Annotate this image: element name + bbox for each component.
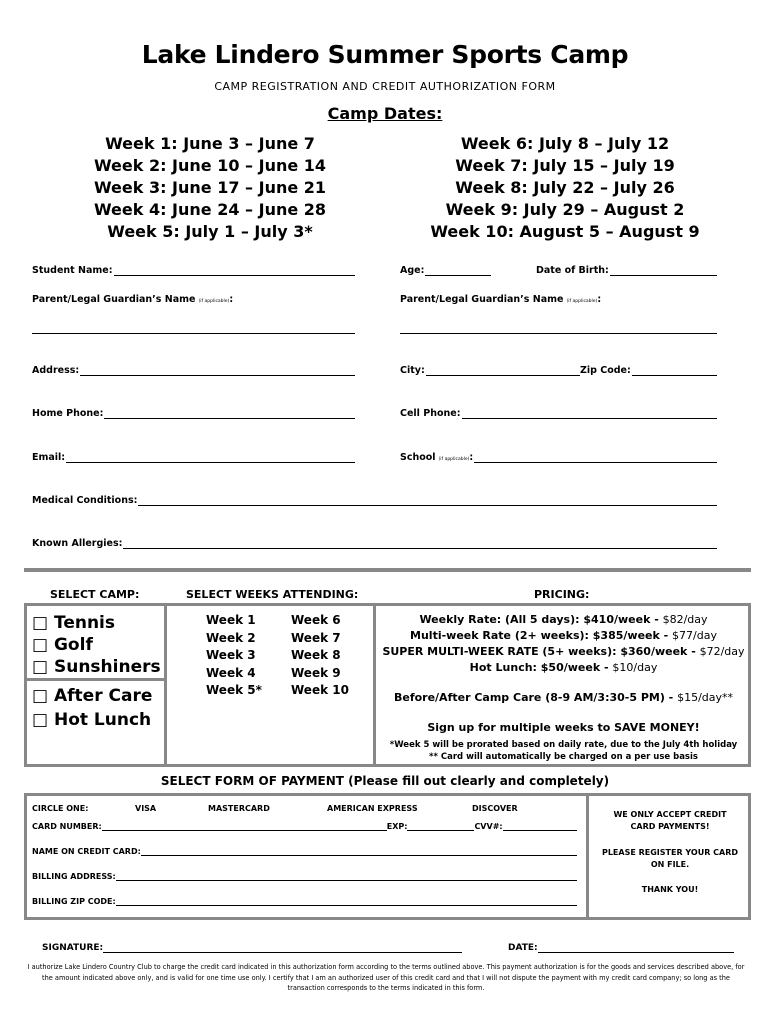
if-applicable-note: (if applicable)	[438, 457, 470, 462]
extra-options	[32, 684, 152, 732]
guardian-line-left[interactable]	[32, 333, 355, 334]
card-type-amex[interactable]: AMERICAN EXPRESS	[327, 804, 418, 813]
zip-label: Zip Code:	[580, 365, 631, 376]
form-subtitle: CAMP REGISTRATION AND CREDIT AUTHORIZATION FORM	[214, 80, 556, 93]
card-number-label: CARD NUMBER:	[32, 822, 102, 831]
school-label: School	[400, 452, 436, 463]
week-option[interactable]: Week 6	[291, 613, 341, 627]
form-title: Lake Lindero Summer Sports Camp	[141, 40, 629, 69]
week-option[interactable]: Week 4	[206, 665, 256, 680]
week-option[interactable]: Week 7	[291, 630, 341, 645]
cvv-label: CVV#:	[474, 822, 503, 831]
student-name-label: Student Name:	[32, 265, 113, 276]
billing-address-row	[32, 872, 577, 881]
signature-row	[42, 943, 462, 953]
week-date: Week 7: July 15 – July 19	[455, 156, 675, 175]
card-type-visa[interactable]: VISA	[135, 804, 157, 813]
camp-options	[32, 612, 161, 678]
billing-zip-line[interactable]	[116, 897, 577, 906]
card-number-line[interactable]	[102, 822, 387, 831]
email-line[interactable]	[66, 452, 355, 463]
hot-lunch-checkbox[interactable]: □ Hot Lunch	[32, 710, 152, 730]
colon: :	[597, 294, 602, 305]
card-type-discover[interactable]: DISCOVER	[472, 804, 518, 813]
guardian-line-right[interactable]	[400, 333, 717, 334]
week-date: Week 3: June 17 – June 21	[93, 178, 327, 197]
if-applicable-note: (if applicable)	[198, 299, 230, 304]
card-number-row	[32, 822, 577, 831]
exp-label: EXP:	[386, 822, 408, 831]
dob-field[interactable]	[536, 265, 717, 276]
cell-phone-field[interactable]	[400, 408, 717, 419]
age-field[interactable]	[400, 265, 491, 276]
super-multi-week-rate: SUPER MULTI-WEEK RATE (5+ weeks): $360/week - $72/day	[382, 645, 745, 658]
week-date: Week 9: July 29 – August 2	[445, 200, 685, 219]
card-type-mastercard[interactable]: MASTERCARD	[208, 804, 270, 813]
guardian-label-left	[32, 294, 233, 305]
weekly-rate: Weekly Rate: (All 5 days): $410/week - $82/day	[419, 613, 708, 626]
allergies-line[interactable]	[123, 538, 717, 549]
date-label: DATE:	[508, 943, 538, 953]
school-line[interactable]	[474, 452, 717, 463]
week-date: Week 5: July 1 – July 3*	[107, 222, 313, 241]
guardian-label-right	[400, 294, 601, 305]
hot-lunch-rate: Hot Lunch: $50/week - $10/day	[469, 661, 658, 674]
week-option[interactable]: Week 1	[206, 613, 256, 627]
student-name-field[interactable]	[32, 265, 355, 276]
date-line[interactable]	[538, 943, 734, 953]
signature-label: SIGNATURE:	[42, 943, 104, 953]
section-divider	[24, 568, 751, 572]
billing-zip-row	[32, 897, 577, 906]
name-on-card-label: NAME ON CREDIT CARD:	[32, 847, 141, 856]
week-option[interactable]: Week 9	[291, 665, 341, 680]
zip-field[interactable]	[580, 365, 717, 376]
week-date: Week 6: July 8 – July 12	[460, 134, 670, 153]
thank-you-note: THANK YOU!	[641, 885, 699, 894]
city-field[interactable]	[400, 365, 580, 376]
home-phone-label: Home Phone:	[32, 408, 104, 419]
name-on-card-row	[32, 847, 577, 856]
week-date: Week 4: June 24 – June 28	[93, 200, 327, 219]
week-date: Week 8: July 22 – July 26	[455, 178, 675, 197]
select-camp-heading: SELECT CAMP:	[50, 588, 140, 601]
register-card-note: PLEASE REGISTER YOUR CARD ON FILE.	[601, 848, 739, 869]
camp-checkbox-golf[interactable]: □ Golf	[32, 635, 93, 655]
card-charge-note: ** Card will automatically be charged on a per use basis	[429, 752, 698, 762]
camp-care-rate: Before/After Camp Care (8-9 AM/3:30-5 PM) - $15/day**	[393, 691, 734, 704]
pricing-heading: PRICING:	[534, 588, 590, 601]
week-date: Week 1: June 3 – June 7	[105, 134, 315, 153]
exp-line[interactable]	[407, 822, 474, 831]
address-label: Address:	[32, 365, 80, 376]
credit-only-note: WE ONLY ACCEPT CREDIT CARD PAYMENTS!	[613, 810, 727, 831]
billing-zip-label: BILLING ZIP CODE:	[32, 897, 116, 906]
weeks-column-a	[206, 612, 262, 700]
cell-phone-label: Cell Phone:	[400, 408, 461, 419]
circle-one-label: CIRCLE ONE:	[32, 804, 89, 813]
colon: :	[229, 294, 234, 305]
dob-line[interactable]	[610, 265, 717, 276]
school-field[interactable]	[400, 452, 717, 463]
age-label: Age:	[400, 265, 425, 276]
week-option[interactable]: Week 2	[206, 630, 256, 645]
pricing-list	[376, 612, 751, 676]
medical-field[interactable]	[32, 495, 717, 506]
dob-label: Date of Birth:	[536, 265, 609, 276]
name-on-card-line[interactable]	[141, 847, 577, 856]
multi-week-rate: Multi-week Rate (2+ weeks): $385/week - $77/day	[410, 629, 717, 642]
signature-line[interactable]	[103, 943, 462, 953]
address-field[interactable]	[32, 365, 355, 376]
week-option[interactable]: Week 3	[206, 648, 256, 662]
guardian-label: Parent/Legal Guardian’s Name	[400, 294, 564, 305]
week-option[interactable]: Week 10	[291, 683, 349, 697]
zip-line[interactable]	[632, 365, 717, 376]
select-weeks-heading: SELECT WEEKS ATTENDING:	[186, 588, 359, 601]
camp-dates-heading: Camp Dates:	[327, 104, 443, 123]
after-care-checkbox[interactable]: □ After Care	[32, 686, 153, 706]
save-money-note: Sign up for multiple weeks to SAVE MONEY!	[427, 721, 700, 734]
age-line[interactable]	[425, 265, 491, 276]
city-line[interactable]	[426, 365, 580, 376]
home-phone-field[interactable]	[32, 408, 355, 419]
allergies-label: Known Allergies:	[32, 538, 123, 549]
cell-phone-line[interactable]	[462, 408, 718, 419]
camp-checkbox-sunshiners[interactable]: □ Sunshiners	[32, 657, 161, 677]
week-option[interactable]: Week 5*	[206, 683, 262, 697]
student-name-line[interactable]	[114, 265, 355, 276]
guardian-label: Parent/Legal Guardian’s Name	[32, 294, 196, 305]
billing-address-line[interactable]	[116, 872, 577, 881]
date-row	[508, 943, 734, 953]
if-applicable-note: (if applicable)	[566, 299, 598, 304]
medical-line[interactable]	[138, 495, 717, 506]
email-label: Email:	[32, 452, 66, 463]
city-label: City:	[400, 365, 425, 376]
allergies-field[interactable]	[32, 538, 717, 549]
home-phone-line[interactable]	[104, 408, 355, 419]
week-date: Week 10: August 5 – August 9	[430, 222, 700, 241]
payment-heading: SELECT FORM OF PAYMENT (Please fill out clearly and completely)	[160, 774, 610, 788]
camp-checkbox-tennis[interactable]: □ Tennis	[32, 613, 115, 633]
colon: :	[469, 452, 474, 463]
week5-note: *Week 5 will be prorated based on daily rate, due to the July 4th holiday	[389, 740, 738, 750]
cvv-line[interactable]	[503, 822, 577, 831]
week-option[interactable]: Week 8	[291, 648, 341, 662]
authorization-disclaimer: I authorize Lake Lindero Country Club to charge the credit card indicated in this authorization form according to the terms outlined above. This payment authorization is for the goods and services described above, for the amount indicated above only, and is valid for one time use only. I certify that I am an authorized user of this credit card and that I will not dispute the payment with my credit card company; so long as the transaction corresponds to the terms indicated in this form.	[27, 963, 745, 992]
weeks-list-right	[420, 133, 710, 243]
weeks-list-left	[70, 133, 350, 243]
email-field[interactable]	[32, 452, 355, 463]
week-date: Week 2: June 10 – June 14	[93, 156, 327, 175]
weeks-column-b	[291, 612, 349, 700]
medical-label: Medical Conditions:	[32, 495, 138, 506]
billing-address-label: BILLING ADDRESS:	[32, 872, 116, 881]
address-line[interactable]	[80, 365, 355, 376]
